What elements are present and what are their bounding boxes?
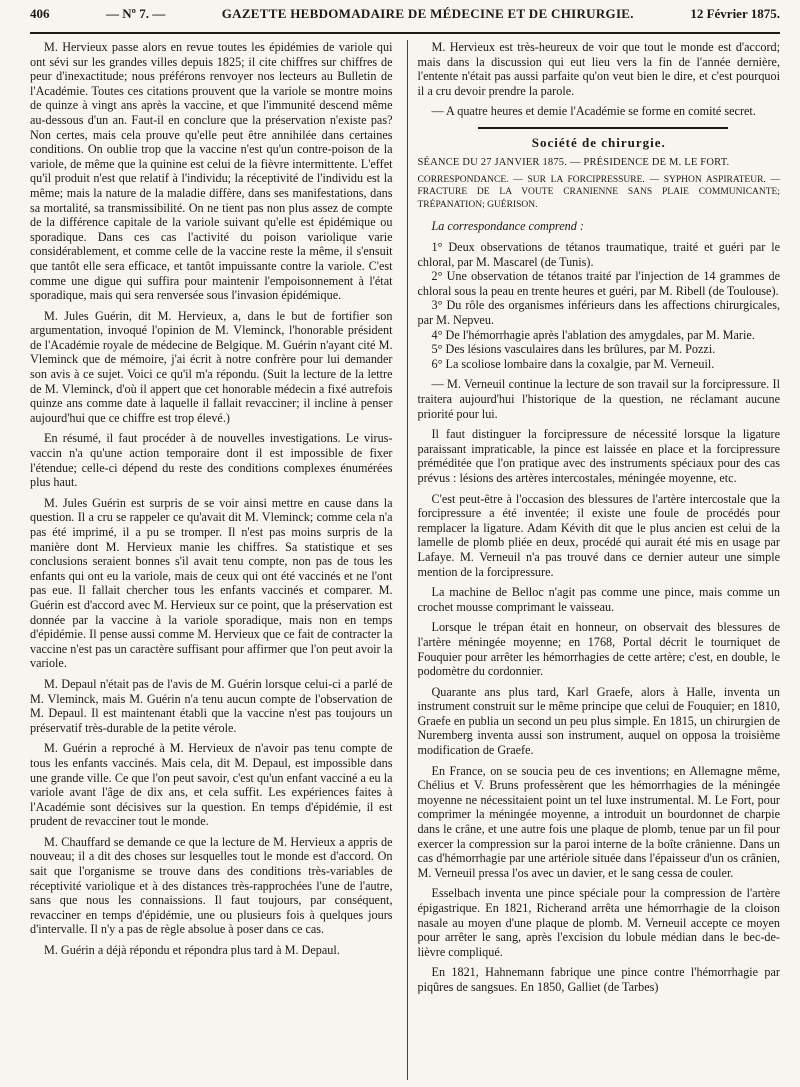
paragraph: — A quatre heures et demie l'Académie se forme en comité secret. [431,104,756,119]
paragraph: En 1821, Hahnemann fabrique une pince contre l'hémorrhagie par piqûres de sangsues. En 1850, Galliet (de Tarbes) [417,965,780,994]
paragraph: La machine de Belloc n'agit pas comme une pince, mais comme un crochet mousse comprimant le vaisseau. [417,585,780,614]
list-item: 4° De l'hémorrhagie après l'ablation des amygdales, par M. Marie. [431,327,755,342]
running-header [30,0,780,34]
session-line: SÉANCE DU 27 JANVIER 1875. — PRÉSIDENCE DE M. LE FORT. [417,156,730,168]
section-heading: Société de chirurgie. [531,134,666,150]
paragraph: C'est peut-être à l'occasion des blessures de l'artère intercostale que la forcipressure a été inventée; il existe une foule de procédés pour remplacer la ligature. Adam Kévith dit que le plus ancien est celui de la lamelle de plomb pliée en deux, procédé qui aurait été mis en usage par Lafaye. M. Verneuil n'a pas trouvé dans ce dernier auteur une simple mention de la forcipressure. [417,491,780,579]
list-item: 6° La scoliose lombaire dans la coxalgie, par M. Verneuil. [431,356,715,371]
list-item: 1° Deux observations de tétanos traumatique, traité et guéri par le chloral, par M. Mascarel (de Tunis). [417,240,780,269]
list-item: 2° Une observation de tétanos traité par l'injection de 14 grammes de chloral sous la peau en trente heures et guéri, par M. Ribell (de Toulouse). [417,269,780,298]
paragraph: — M. Verneuil continue la lecture de son travail sur la forcipressure. Il traitera aujourd'hui l'historique de la question, ne réclamant aucune priorité pour lui. [417,377,780,421]
paragraph: M. Jules Guérin, dit M. Hervieux, a, dans le but de fortifier son argumentation, invoqué l'opinion de M. Vleminck, l'honorable président de l'Académie royale de médecine de Belgique. M. Guérin n'ayant cité M. Vleminck que de mémoire, j'ai écrit à notre confrère pour lui demander son avis à ce sujet. Voici ce qu'il m'a répondu. (Suit la lecture de la lettre de M. Vleminck, d'où il appert que cet honorable médecin a fixé autrefois quinze ans comme date à laquelle il fallait revacciner; il incline à penser aujourd'hui que ce chiffre est trop élevé.) [30,308,393,425]
paragraph: M. Guérin a reproché à M. Hervieux de n'avoir pas tenu compte de tous les enfants vaccinés. Mais cela, dit M. Depaul, est impossible dans une grande ville. Ce que l'on peut savoir, c'est qu'un enfant vacciné a eu la variole avant l'âge de dix ans, et cela suffit. Les expériences faites à l'Académie sont décisives sur la question. En temps d'épidémie, il est prudent de revacciner tout le monde. [30,741,393,829]
paragraph: M. Guérin a déjà répondu et répondra plus tard à M. Depaul. [44,943,340,958]
paragraph: M. Jules Guérin est surpris de se voir ainsi mettre en cause dans la question. Il a cru se rappeler ce qu'avait dit M. Vleminck; comme cela n'a pas été imprimé, il a pu se tromper. Il n'est pas moins surpris de la manière dont M. Hervieux manie les chiffres. Sa statistique et ses conclusions seraient bonnes s'il avait tenu compte, non pas de tous les enfants qui ont eu la variole, mais de ceux qui ont été vaccinés et ne l'ont pas eue. Il fallait chercher tous les enfants vaccinés et comparer. M. Guérin est d'accord avec M. Hervieux sur ce point, que la préservation est donnée par la vaccine à la variole sporadique, mais non en temps d'épidémie. Il pense aussi comme M. Hervieux que ce fait de contracter la vaccine n'est pas un caractère suffisant pour affirmer que l'on peut avoir la variole. [30,495,393,671]
paragraph: Lorsque le trépan était en honneur, on observait des blessures de l'artère méningée moyenne; en 1768, Portal décrit le tourniquet de Fouquier pour arrêter les hémorrhagies de cette artère; c'est, en double, le podomètre du cordonnier. [417,620,780,679]
session-summary: CORRESPONDANCE. — SUR LA FORCIPRESSURE. — SYPHON ASPIRATEUR. — FRACTURE DE LA VOUTE CRANIENNE SANS PLAIE COMMUNICANTE; TRÉPANATION; GUÉRISON. [417,174,780,210]
issue-number: — Nº 7. — [106,6,166,21]
list-item: 3° Du rôle des organismes inférieurs dans les affections chirurgicales, par M. Nepveu. [417,298,780,328]
right-column [407,40,781,1080]
paragraph: M. Chauffard se demande ce que la lecture de M. Hervieux a appris de nouveau; il a dit des choses sur lesquelles tout le monde est d'accord. On sait que l'organisme se trouve dans des conditions très-variables de réceptivité variolique et à des distances très-rapprochées l'une de l'autre, sans que nous les connaissions. Il faut toujours, par conséquent, revacciner en temps d'épidémie, une ou plusieurs fois à quelques jours d'intervalle. Il n'y a pas de règle absolue à poser dans ce cas. [30,834,393,937]
paragraph: M. Hervieux passe alors en revue toutes les épidémies de variole qui ont sévi sur les grandes villes depuis 1825; il cite chiffres sur chiffres de peur d'inexactitude; nous préférons renvoyer nos lecteurs au Bulletin de l'Académie. Toutes ces citations prouvent que la variole se montre moins de quinze à vingt ans après la vaccine, et que l'immunité descend même au-dessous d'un an. Faut-il en conclure que la préservation n'existe pas? Non certes, mais cela prouve qu'elle peut être annihilée dans certaines conditions. On oublie trop que la vaccine n'est qu'un contre-poison de la variole, de même que la quinine est celui de la fièvre intermittente. L'effet qu'il produit n'est que relatif à l'individu; la réceptivité de l'individu est la même; mais la nature de la maladie diffère, dans ses manifestations, dans sa mortalité, sa transmissibilité. On ne tient pas non plus assez de compte de la différence capitale de la variole suivant qu'elle est épidémique ou sporadique. Dans ces cas l'activité du poison variolique varie considérablement, et comme celle de la vaccine reste la même, il s'ensuit que tantôt elle sera efficace, et tantôt impuissante contre la variole. C'est comme une digue qui suffira pour maintenir l'empoisonnement à l'état sporadique, mais qui sera renversée sous l'invasion épidémique. [30,40,393,303]
journal-title: GAZETTE HEBDOMADAIRE DE MÉDECINE ET DE CHIRURGIE. [221,6,634,21]
paragraph: M. Depaul n'était pas de l'avis de M. Guérin lorsque celui-ci a parlé de M. Vleminck, mais M. Guérin n'a tenu aucun compte de l'observation de M. Depaul. Il est maintenant établi que la vaccine n'est pas toujours un préservatif très-durable de la petite vérole. [30,676,393,735]
list-item: 5° Des lésions vasculaires dans les brûlures, par M. Pozzi. [431,342,716,357]
issue-date: 12 Février 1875. [690,6,780,21]
correspondance-label: La correspondance comprend : [431,219,584,234]
paragraph: Il faut distinguer la forcipressure de nécessité lorsque la ligature paraissant impraticable, la pince est laissée en place et la forcipressure préméditée que l'on pratique avec des instruments spéciaux pour des cas prévus : lésions des artères intercostales, méningée moyenne, etc. [417,427,780,485]
section-divider [478,127,728,129]
paragraph: En résumé, il faut procéder à de nouvelles investigations. Le virus-vaccin n'a qu'une action temporaire dont il est impossible de fixer l'étendue; celle-ci dépend du reste des conditions complexes énumérées plus haut. [30,431,393,490]
paragraph: Quarante ans plus tard, Karl Graefe, alors à Halle, inventa un instrument construit sur le même principe que celui de Fouquier; en 1810, Graefe en publia un second un peu plus simple. En 1815, un chirurgien de Nuremberg inventa aussi son instrument, auquel on opposa la troisième modification de Graefe. [417,684,780,758]
paragraph: M. Hervieux est très-heureux de voir que tout le monde est d'accord; mais dans la discussion qui eut lieu vers la fin de l'année dernière, l'entente n'était pas aussi parfaite qu'on veut bien le dire, et c'est pourquoi il a cru devoir prendre la parole. [417,40,780,98]
correspondance-list [418,240,781,371]
paragraph: Esselbach inventa une pince spéciale pour la compression de l'artère épigastrique. En 1821, Richerand arrêta une hémorrhagie de la cloison nasale au moyen d'une plaque de plomb. M. Verneuil accepte ce moyen pour arrêter le sang, après l'excision du lobule médian dans le bec-de-lièvre compliqué. [417,886,780,959]
left-column [30,40,393,1080]
page-number: 406 [30,6,50,21]
paragraph: En France, on se soucia peu de ces inventions; en Allemagne même, Chélius et V. Bruns professèrent que les hémorrhagies de la méningée moyenne ne nécessitaient point un tel luxe instrumental. M. Le Fort, pour comprimer la méningée moyenne, a introduit un bourdonnet de charpie dans le crâne, et une autre fois une plaque de plomb, tenue par un fil pour exercer la compression sur la paroi interne de la boîte crânienne. Dans un cas d'hémorrhagie par une artériole située dans l'épaisseur d'un os crânien, M. Verneuil pressa l'os avec un davier, et le sang cessa de couler. [417,763,780,880]
